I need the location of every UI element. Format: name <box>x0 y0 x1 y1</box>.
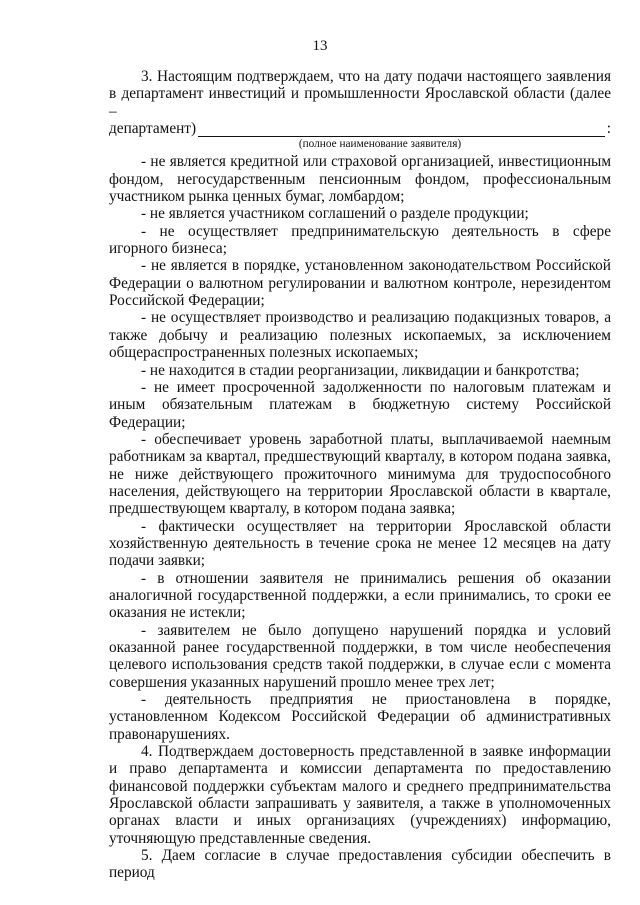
list-item: - не осуществляет производство и реализацию подакцизных товаров, а также добычу и реализацию полезных ископаемых, за исключением общераспространенных полезных ископаемых; <box>109 309 611 362</box>
list-item: - не находится в стадии реорганизации, ликвидации и банкротства; <box>141 361 580 379</box>
list-item: - в отношении заявителя не принимались решения об оказании аналогичной государственной поддержки, а если принимались, то сроки ее оказания не истекли; <box>109 569 611 622</box>
line-suffix: : <box>606 120 611 138</box>
list-item: - не осуществляет предпринимательскую деятельность в сфере игорного бизнеса; <box>109 222 611 258</box>
list-item: - не является участником соглашений о разделе продукции; <box>141 205 529 223</box>
applicant-name-blank <box>198 123 605 137</box>
document-body <box>109 68 611 882</box>
intro-paragraph: 3. Настоящим подтверждаем, что на дату подачи настоящего заявления в департамент инвестиций и промышленности Ярославской области (далее – <box>109 68 611 120</box>
list-item: - фактически осуществляет на территории Ярославской области хозяйственную деятельность в течение срока не менее 12 месяцев на дату подачи заявки; <box>109 517 611 570</box>
paragraph-4: 4. Подтверждаем достоверность представленной в заявке информации и право департамента и комиссии департамента по предоставлению финансовой поддержки субъектам малого и среднего предпринимательства Ярославской области запрашивать у заявителя, а также в уполномоченных органах власти и иных организациях (учреждениях) информацию, уточняющую представленные сведения. <box>109 743 611 847</box>
list-item: - не имеет просроченной задолженности по налоговым платежам и иным обязательным платежам в бюджетную систему Российской Федерации; <box>109 378 611 431</box>
list-item: - не является кредитной или страховой организацией, инвестиционным фондом, негосударственным пенсионным фондом, профессиональным участником рынка ценных бумаг, ломбардом; <box>109 153 611 206</box>
paragraph-5: 5. Даем согласие в случае предоставления субсидии обеспечить в период <box>109 847 611 882</box>
page-number: 13 <box>312 38 328 54</box>
list-item: - заявителем не было допущено нарушений порядка и условий оказанной ранее государственной поддержки, в том числе необеспечения целевого использования средств такой поддержки, в случае если с момента совершения указанных нарушений прошло менее трех лет; <box>109 621 611 691</box>
applicant-name-caption: (полное наименование заявителя) <box>298 138 462 151</box>
line-prefix: департамент) <box>109 120 197 138</box>
applicant-name-line <box>109 120 611 137</box>
list-item: - обеспечивает уровень заработной платы, выплачиваемой наемным работникам за квартал, предшествующий кварталу, в котором подана заявка, не ниже действующего прожиточного минимума для трудоспособного населения, действующего на территории Ярославской области в квартале, предшествующем кварталу, в котором подана заявка; <box>109 430 611 518</box>
list-item: - деятельность предприятия не приостановлена в порядке, установленном Кодексом Российской Федерации об административных правонарушениях. <box>109 691 611 743</box>
list-item: - не является в порядке, установленном законодательством Российской Федерации о валютном регулировании и валютном контроле, нерезидентом Российской Федерации; <box>109 257 611 310</box>
